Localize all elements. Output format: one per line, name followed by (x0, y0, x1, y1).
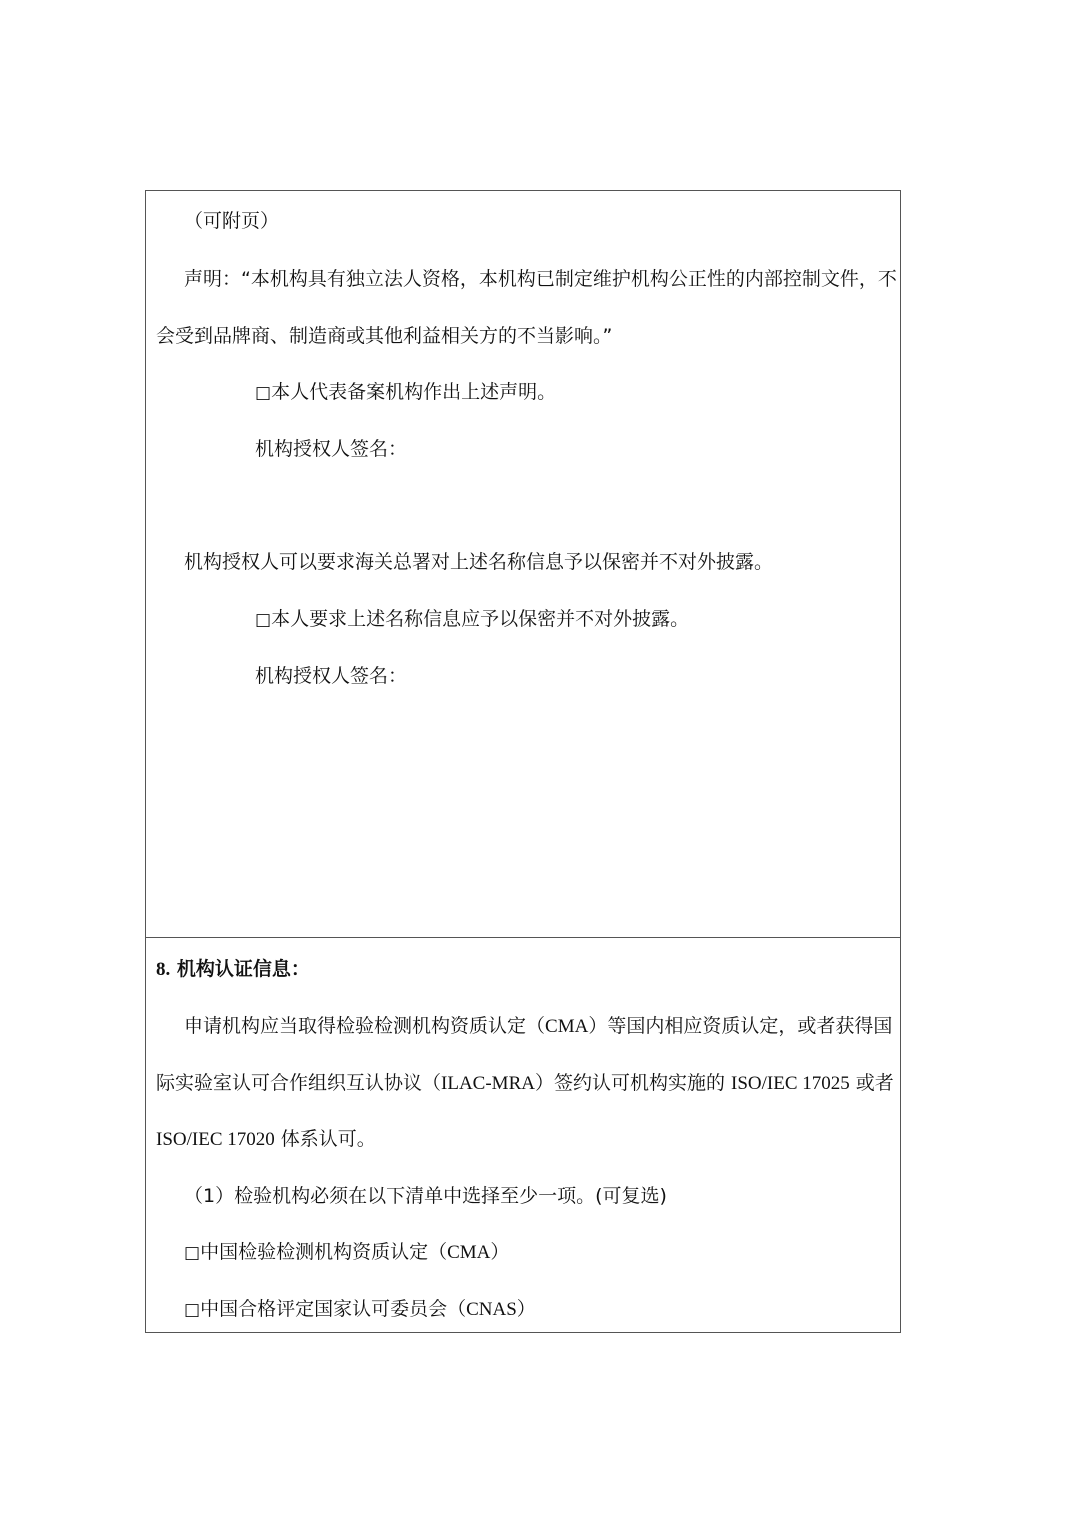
sub-item-instruction: （1）检验机构必须在以下清单中选择至少一项。(可复选) (184, 1185, 667, 1207)
cma-option[interactable]: □中国检验检测机构资质认定（CMA） (184, 1241, 510, 1263)
declare-checkbox-option[interactable] (255, 380, 556, 405)
section-number: 8. (156, 959, 171, 980)
attach-note: （可附页） (184, 210, 280, 232)
confidential-checkbox[interactable]: □ (255, 610, 272, 630)
signature-label-1: 机构授权人签名： (255, 438, 408, 460)
signature-label-2: 机构授权人签名： (255, 665, 408, 687)
cma-checkbox[interactable]: □ (184, 1243, 201, 1263)
confidential-note: 机构授权人可以要求海关总署对上述名称信息予以保密并不对外披露。 (184, 551, 774, 573)
declaration-line-1: 声明：“本机构具有独立法人资格，本机构已制定维护机构公正性的内部控制文件，不 (184, 268, 897, 290)
declare-checkbox-label: 本人代表备案机构作出上述声明。 (271, 381, 557, 403)
section-title: 机构认证信息： (176, 958, 310, 980)
cnas-option[interactable]: □中国合格评定国家认可委员会（CNAS） (184, 1298, 536, 1320)
declaration-line-2: 会受到品牌商、制造商或其他利益相关方的不当影响。” (156, 325, 613, 347)
declaration-cell (146, 191, 900, 937)
confidential-checkbox-label: 本人要求上述名称信息应予以保密并不对外披露。 (271, 608, 690, 630)
requirement-line-2: 际实验室认可合作组织互认协议（ILAC-MRA）签约认可机构实施的 ISO/IEC 17025 或者 (156, 1072, 894, 1094)
declare-checkbox[interactable]: □ (255, 383, 272, 403)
confidential-checkbox-option[interactable] (255, 607, 689, 632)
requirement-line-1: 申请机构应当取得检验检测机构资质认定（CMA）等国内相应资质认定，或者获得国 (184, 1015, 893, 1037)
cnas-checkbox[interactable]: □ (184, 1300, 201, 1320)
form-table (145, 190, 901, 1333)
certification-cell (146, 937, 900, 1332)
requirement-line-3: ISO/IEC 17020 体系认可。 (156, 1128, 376, 1150)
section-8-heading (156, 957, 310, 982)
